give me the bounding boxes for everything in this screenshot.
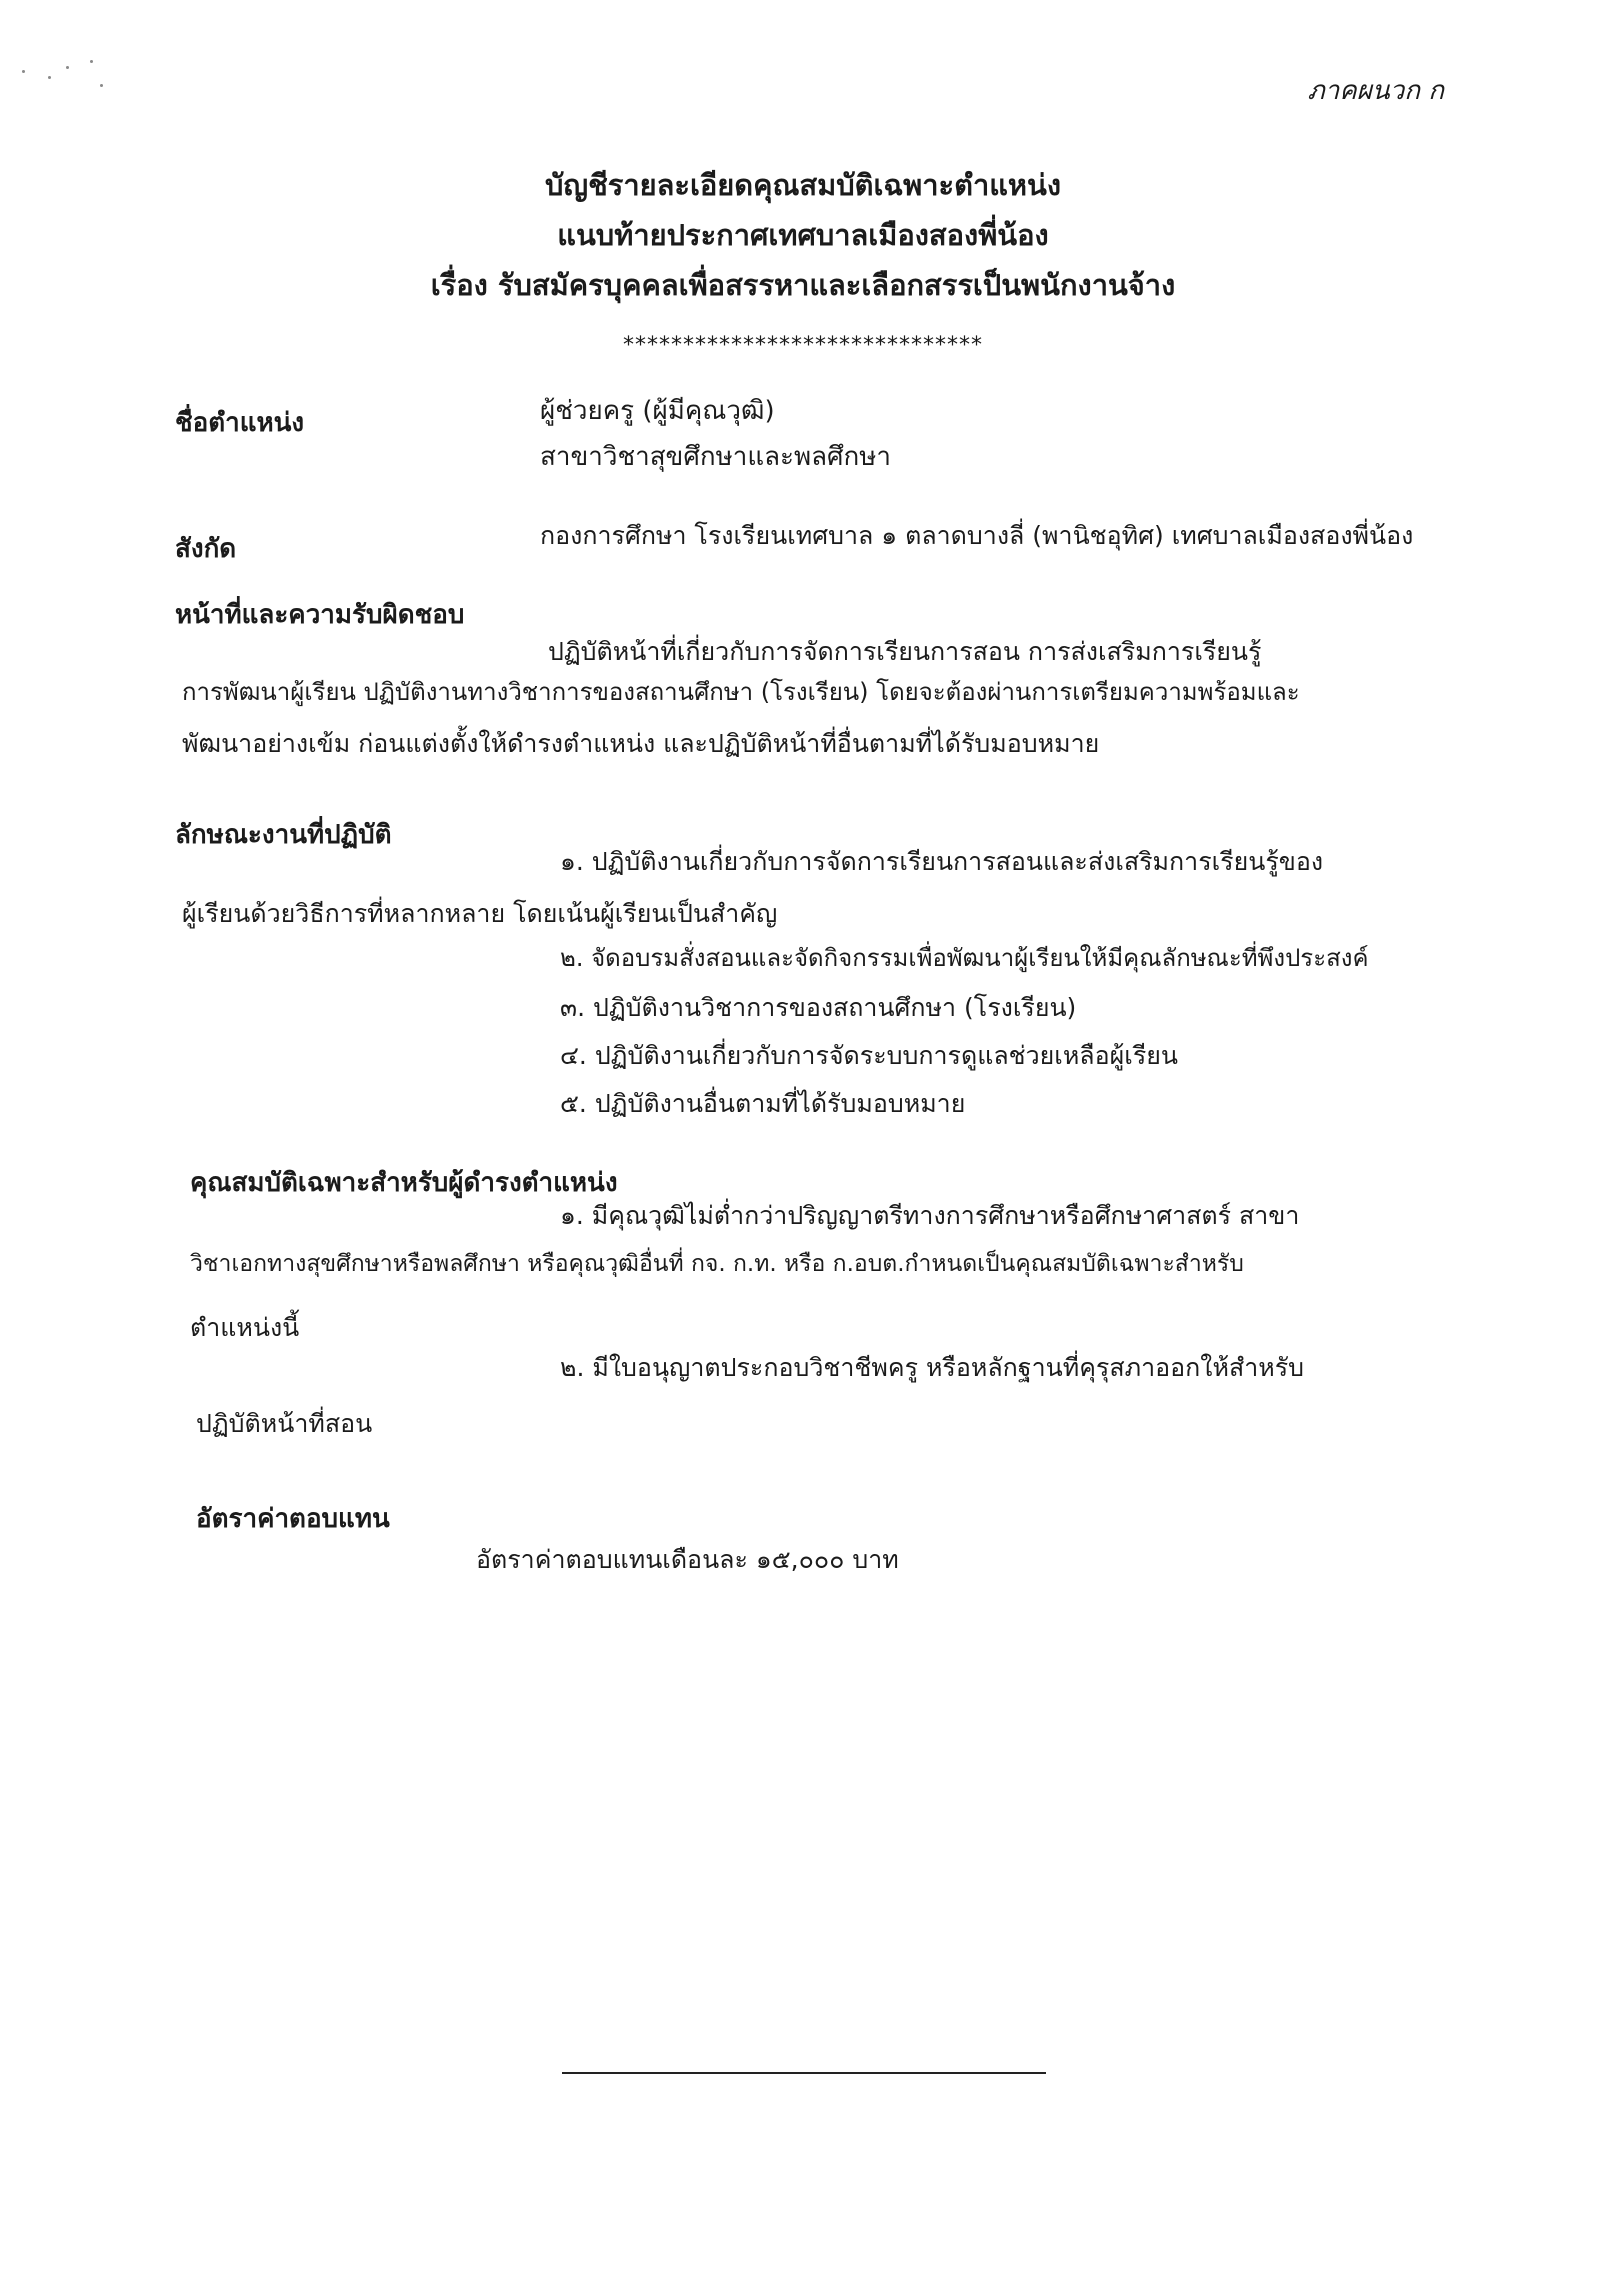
qualifications-item-1-line-3: ตำแหน่งนี้ bbox=[190, 1313, 300, 1342]
compensation-heading: อัตราค่าตอบแทน bbox=[196, 1504, 390, 1534]
work-item-1-line-1: ๑. ปฏิบัติงานเกี่ยวกับการจัดการเรียนการสอนและส่งเสริมการเรียนรู้ของ bbox=[560, 847, 1324, 876]
scan-speck bbox=[90, 60, 93, 63]
duties-line-1: ปฏิบัติหน้าที่เกี่ยวกับการจัดการเรียนการสอน การส่งเสริมการเรียนรู้ bbox=[548, 637, 1262, 666]
title-line-1: บัญชีรายละเอียดคุณสมบัติเฉพาะตำแหน่ง bbox=[544, 168, 1062, 202]
work-item-3: ๓. ปฏิบัติงานวิชาการของสถานศึกษา (โรงเรียน) bbox=[560, 993, 1077, 1022]
work-heading: ลักษณะงานที่ปฏิบัติ bbox=[175, 820, 392, 850]
affiliation-label: สังกัด bbox=[175, 534, 237, 564]
affiliation-value: กองการศึกษา โรงเรียนเทศบาล ๑ ตลาดบางลี่ (พานิชอุทิศ) เทศบาลเมืองสองพี่น้อง bbox=[540, 521, 1414, 550]
separator: ****************************** bbox=[623, 333, 983, 358]
title-line-2: แนบท้ายประกาศเทศบาลเมืองสองพี่น้อง bbox=[557, 218, 1049, 252]
qualifications-item-1-line-2: วิชาเอกทางสุขศึกษาหรือพลศึกษา หรือคุณวุฒิอื่นที่ กจ. ก.ท. หรือ ก.อบต.กำหนดเป็นคุณสมบัติเฉพาะสำหรับ bbox=[190, 1251, 1244, 1277]
position-subject: สาขาวิชาสุขศึกษาและพลศึกษา bbox=[540, 442, 892, 472]
qualifications-heading: คุณสมบัติเฉพาะสำหรับผู้ดำรงตำแหน่ง bbox=[190, 1168, 618, 1198]
duties-line-2: การพัฒนาผู้เรียน ปฏิบัติงานทางวิชาการของสถานศึกษา (โรงเรียน) โดยจะต้องผ่านการเตรียมความพร้อมและ bbox=[182, 678, 1300, 706]
signature-line bbox=[562, 2072, 1046, 2074]
scan-speck bbox=[66, 66, 69, 69]
work-item-2: ๒. จัดอบรมสั่งสอนและจัดกิจกรรมเพื่อพัฒนาผู้เรียนให้มีคุณลักษณะที่พึงประสงค์ bbox=[560, 944, 1369, 972]
qualifications-item-2-line-2: ปฏิบัติหน้าที่สอน bbox=[196, 1409, 373, 1438]
position-label: ชื่อตำแหน่ง bbox=[175, 408, 305, 438]
duties-line-3: พัฒนาอย่างเข้ม ก่อนแต่งตั้งให้ดำรงตำแหน่ง และปฏิบัติหน้าที่อื่นตามที่ได้รับมอบหมาย bbox=[182, 729, 1100, 758]
scan-speck bbox=[22, 70, 25, 73]
scan-speck bbox=[48, 76, 51, 79]
work-item-4: ๔. ปฏิบัติงานเกี่ยวกับการจัดระบบการดูแลช่วยเหลือผู้เรียน bbox=[560, 1041, 1179, 1070]
title-line-3: เรื่อง รับสมัครบุคคลเพื่อสรรหาและเลือกสรรเป็นพนักงานจ้าง bbox=[430, 268, 1176, 302]
qualifications-item-2-line-1: ๒. มีใบอนุญาตประกอบวิชาชีพครู หรือหลักฐานที่คุรุสภาออกให้สำหรับ bbox=[560, 1353, 1305, 1382]
appendix-label: ภาคผนวก ก bbox=[1307, 76, 1444, 106]
scan-speck bbox=[100, 84, 103, 87]
compensation-value: อัตราค่าตอบแทนเดือนละ ๑๕,๐๐๐ บาท bbox=[476, 1545, 899, 1574]
qualifications-item-1-line-1: ๑. มีคุณวุฒิไม่ต่ำกว่าปริญญาตรีทางการศึกษาหรือศึกษาศาสตร์ สาขา bbox=[560, 1201, 1300, 1230]
position-name: ผู้ช่วยครู (ผู้มีคุณวุฒิ) bbox=[540, 396, 775, 426]
work-item-1-line-2: ผู้เรียนด้วยวิธีการที่หลากหลาย โดยเน้นผู้เรียนเป็นสำคัญ bbox=[182, 899, 778, 928]
duties-heading: หน้าที่และความรับผิดชอบ bbox=[175, 600, 465, 630]
work-item-5: ๕. ปฏิบัติงานอื่นตามที่ได้รับมอบหมาย bbox=[560, 1089, 966, 1118]
